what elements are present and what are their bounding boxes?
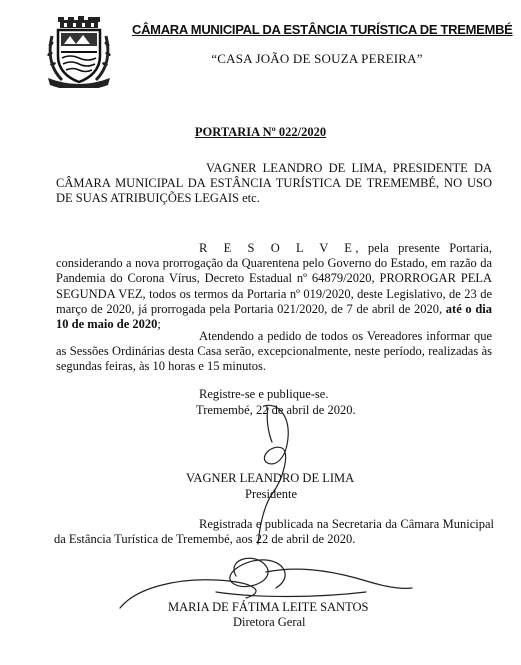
closing-line-register: Registre-se e publique-se. xyxy=(199,387,329,401)
director-role: Diretora Geral xyxy=(233,615,306,629)
resolution-end: ; xyxy=(157,317,161,332)
president-role: Presidente xyxy=(245,487,298,501)
paragraph-session-notice: Atendendo a pedido de todos os Vereadores informar que as Sessões Ordinárias desta Casa serão, excepcionalmente, neste período, realizadas às segundas feiras, às 10 horas e 15 minutos. xyxy=(56,329,492,374)
resolve-keyword: R E S O L V E xyxy=(199,241,356,255)
paragraph-preamble: VAGNER LEANDRO DE LIMA, PRESIDENTE DA CÂMARA MUNICIPAL DA ESTÂNCIA TURÍSTICA DE TREMEMBÉ, NO USO DE SUAS ATRIBUIÇÕES LEGAIS etc. xyxy=(56,161,492,206)
house-name: “CASA JOÃO DE SOUZA PEREIRA” xyxy=(211,51,423,66)
closing-line-date: Tremembé, 22 de abril de 2020. xyxy=(196,403,356,417)
resolution-body: , pela presente Portaria, considerando a nova prorrogação da Quarentena pelo Governo do Estado, em razão da Pandemia do Corona Vírus, Decreto Estadual nº 64879/2020, PRORROGAR PELA SEGUNDA VEZ, todos os termos da Portaria nº 019/2020, deste Legislativo, de 23 de março de 2020, já prorrogada pela Portaria 021/2020, de 7 de abril de 2020, xyxy=(56,241,492,316)
document-title: PORTARIA Nº 022/2020 xyxy=(194,125,327,139)
paragraph-resolution xyxy=(56,241,492,332)
director-name: MARIA DE FÁTIMA LEITE SANTOS xyxy=(168,600,369,614)
paragraph-registration: Registrada e publicada na Secretaria da Câmara Municipal da Estância Turística de Tremembé, aos 22 de abril de 2020. xyxy=(54,517,494,547)
president-name: VAGNER LEANDRO DE LIMA xyxy=(186,471,355,485)
municipal-coat-of-arms xyxy=(46,16,112,88)
resolution-deadline: até o dia 10 de maio de 2020 xyxy=(56,301,493,332)
organization-name: CÂMARA MUNICIPAL DA ESTÂNCIA TURÍSTICA DE TREMEMBÉ xyxy=(132,22,513,37)
